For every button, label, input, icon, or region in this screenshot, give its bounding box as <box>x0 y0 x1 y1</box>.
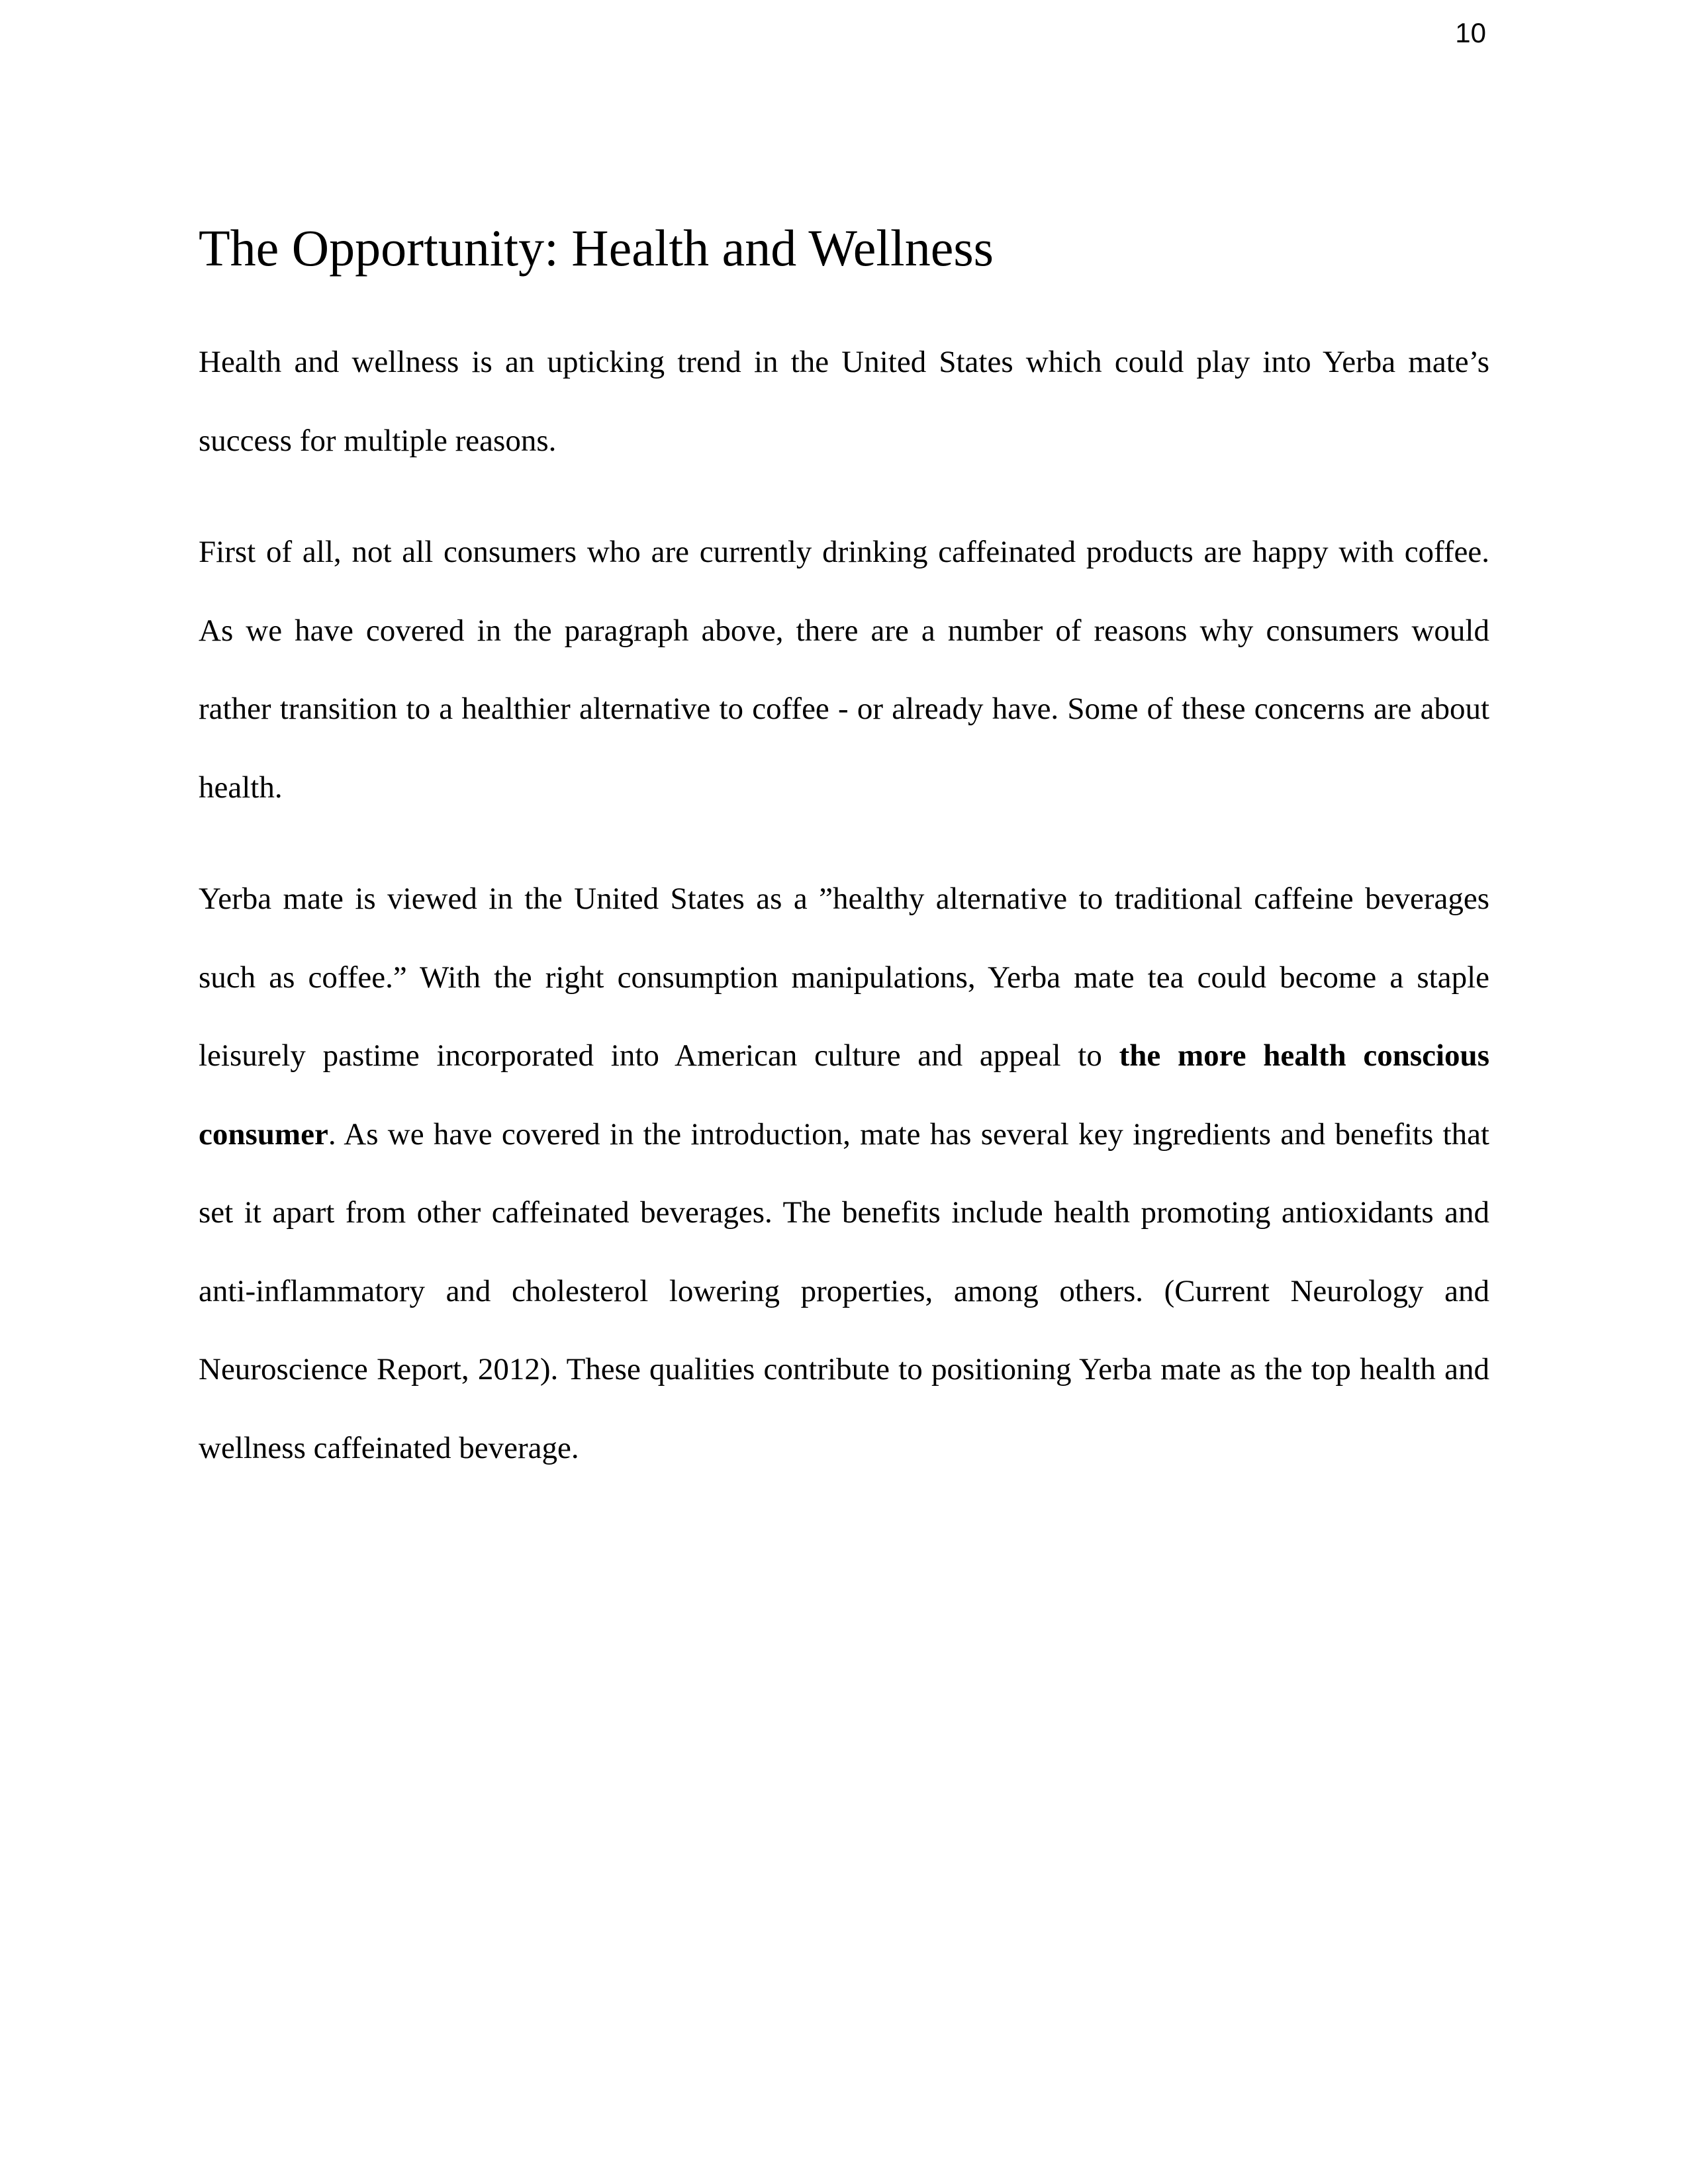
paragraph-text-benefits: . As we have covered in the introduction, mate has several key ingredients and benefits that set it apart from other caffeinated beverages. The benefits include health promoting antioxidants and anti-inflammatory and cholesterol lowering properties, among others. (Current Neurology and Neuroscience Report, 2012). These qualities contribute to positioning Yerba mate as the top health and wellness caffeinated beverage. <box>199 1116 1489 1465</box>
paragraph-healthy-alternative <box>199 860 1489 1487</box>
document-body <box>199 212 1489 1487</box>
paragraph-text-intro: Yerba mate is viewed in the United States as a ”healthy alternative to traditional caffeine beverages such as coffee.” With the right consumption manipulations, Yerba mate tea could become a staple leisurely pastime incorporated into American culture and appeal to <box>199 882 1489 1073</box>
page-number: 10 <box>1455 17 1486 48</box>
paragraph-consumers: First of all, not all consumers who are currently drinking caffeinated products are happy with coffee. As we have covered in the paragraph above, there are a number of reasons why consumers would rather transition to a healthier alternative to coffee - or already have. Some of these concerns are about health. <box>199 535 1489 805</box>
emphasized-target-consumer: the more health conscious consumer <box>199 1038 1489 1152</box>
section-heading: The Opportunity: Health and Wellness <box>199 219 994 277</box>
paragraph-trend: Health and wellness is an upticking trend in the United States which could play into Yerba mate’s success for multiple reasons. <box>199 345 1489 458</box>
